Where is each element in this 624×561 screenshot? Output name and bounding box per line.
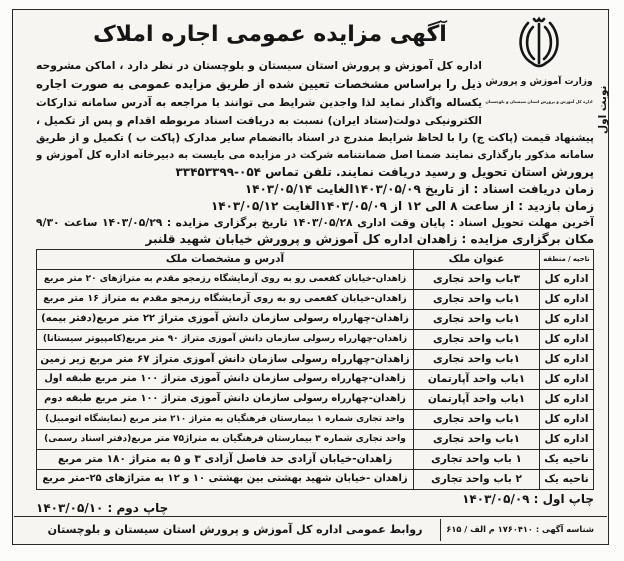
address-cell: زاهدان-خیابان کفعمی رو به روی آزمایشگاه رزمجو مقدم به متراژهای ۲۰ متر مربع <box>43 274 407 284</box>
address-cell: زاهدان-چهارراه رسولی سازمان دانش آموزی متراژ ۲۲ متر مربع(دفتر بیمه) <box>41 313 409 324</box>
table-row <box>37 429 593 449</box>
property-title-cell: ۱باب واحد تجاری <box>413 430 539 449</box>
properties-table <box>36 249 594 490</box>
region-cell: ناحیه یک <box>539 450 593 469</box>
ministry-name: وزارت آموزش و پرورش <box>485 77 593 87</box>
iran-emblem-icon <box>517 13 561 71</box>
address-cell: زاهدان -خیابان شهید بهشتی بین بهشتی ۱۰ و ۱۲ به متراژهای ۲۵-متر مربع <box>42 473 408 484</box>
region-cell: اداره کل <box>539 410 593 429</box>
header-property-title: عنوان ملک <box>413 250 539 269</box>
region-cell: اداره کل <box>539 330 593 349</box>
table-body <box>37 269 593 489</box>
address-cell: زاهدان-چهارراه رسولی سازمان دانش آموزی متراژ ۹۰ متر مربع(کامپیوتر سیستانا) <box>42 334 408 344</box>
header-address: آدرس و مشخصات ملک <box>165 253 285 265</box>
visit-time: زمان بازدید : از ساعت ۸ الی ۱۲ از ۱۴۰۳/۰۵/۰۹الغایت ۱۴۰۳/۰۵/۱۲ <box>210 199 594 213</box>
header-region: ناحیه / منطقه <box>539 250 593 269</box>
property-title-cell: ۱ باب واحد تجاری <box>413 450 539 469</box>
region-cell: اداره کل <box>539 370 593 389</box>
table-row <box>37 309 593 329</box>
table-row <box>37 469 593 489</box>
address-cell: واحد تجاری شماره ۱ بیمارستان فرهنگیان به متراژ ۲۱۰ متر مربع (نمایشگاه اتومبیل) <box>45 414 405 424</box>
property-title-cell: ۱باب واحد آپارتمان <box>413 390 539 409</box>
region-cell: اداره کل <box>539 430 593 449</box>
body-line: یکساله واگذار نماید لذا واجدین شرایط می توانند با مراجعه به آدرس سامانه تدارکات <box>36 96 482 109</box>
property-title-cell: ۱باب واحد تجاری <box>413 350 539 369</box>
emblem-inner-crescent-left <box>527 27 534 59</box>
footer-vertical-divider <box>440 519 441 541</box>
address-cell: زاهدان-خیابان آزادی حد فاصل آزادی ۳ و ۵ به متراژ ۱۸۰ متر مربع <box>57 453 393 465</box>
table-row <box>37 449 593 469</box>
region-cell: اداره کل <box>539 350 593 369</box>
table-row <box>37 409 593 429</box>
table-row <box>37 369 593 389</box>
emblem-inner-crescent-right <box>544 27 551 59</box>
property-title-cell: ۱باب واحد تجاری <box>413 310 539 329</box>
property-title-cell: ۱باب واحد تجاری <box>413 290 539 309</box>
address-cell: زاهدان-چهارراه رسولی سازمان دانش آموزی متراژ ۱۰۰ متر مربع طبقه دوم <box>44 393 406 404</box>
table-row <box>37 289 593 309</box>
emblem-strokes <box>521 19 558 66</box>
organization-name: اداره کل آموزش و پرورش استان سیستان و بلوچستان <box>485 99 593 104</box>
body-line: سامانه مذکور بارگذاری نمایند ضمنا اصل ضمانتنامه شرکت در مزایده می بایست به دبیرخانه اداره کل آموزش و <box>36 149 594 161</box>
region-cell: اداره کل <box>539 270 593 289</box>
body-line: ذیل را براساس مشخصات تعیین شده از طریق مزایده عمومی به صورت اجاره <box>36 77 482 91</box>
body-line: اداره کل آموزش و پرورش استان سیستان و بلوچستان در نظر دارد ، اماکن مشروحه <box>36 59 482 72</box>
documents-receipt-time: زمان دریافت اسناد : از تاریخ ۱۴۰۳/۰۵/۰۹الغایت ۱۴۰۳/۰۵/۱۴ <box>244 182 594 196</box>
table-header-row <box>37 250 593 269</box>
publisher: روابط عمومی اداره کل آموزش و پرورش استان سیستان و بلوچستان <box>47 523 423 536</box>
table-row <box>37 389 593 409</box>
property-title-cell: ۱باب واحد تجاری <box>413 410 539 429</box>
property-title-cell: ۲ باب واحد تجاری <box>413 470 539 489</box>
body-line: الکترونیکی دولت(ستاد ایران) نسبت به دریافت اسناد مربوطه اقدام و پس از تکمیل ، <box>36 114 482 127</box>
footer-divider <box>14 516 607 517</box>
body-line-contact: پرورش استان تحویل و رسید دریافت نمایند. تلفن تماس ۰۵۴-۳۳۴۵۳۳۹۹ <box>175 165 594 179</box>
property-title-cell: ۱باب واحد آپارتمان <box>413 370 539 389</box>
ad-id: شناسه آگهی : ۱۷۶۰۴۱۰ م الف / ۶۱۵ <box>446 524 594 534</box>
body-line: پیشنهاد قیمت (پاکت ج) را با لحاظ شرایط مندرج در اسناد باانضمام سایر مدارک (پاکت ب ) تکمیل و از طریق <box>36 132 594 144</box>
region-cell: اداره کل <box>539 390 593 409</box>
ad-title: آگهی مزایده عمومی اجاره املاک <box>93 22 447 47</box>
address-cell: زاهدان-خیابان کفعمی رو به روی آزمایشگاه رزمجو مقدم به متراژ ۱۶ متر مربع <box>43 293 407 304</box>
property-title-cell: ۱باب واحد تجاری <box>413 330 539 349</box>
address-cell: زاهدان-چهارراه رسولی سازمان دانش آموزی متراژ ۱۰۰ متر مربع طبقه اول <box>44 373 406 384</box>
address-cell: واحد تجاری شماره ۳ بیمارستان فرهنگیان به متراژ۷۵ متر مربع(دفتر اسناد رسمی) <box>44 434 406 444</box>
table-row <box>37 349 593 369</box>
property-title-cell: ۳باب واحد تجاری <box>413 270 539 289</box>
region-cell: اداره کل <box>539 310 593 329</box>
auction-venue: مکان برگزاری مزایده : زاهدان اداره کل آموزش و پرورش خیابان شهید قلنبر <box>145 232 594 246</box>
emblem-shadda <box>534 19 544 21</box>
address-cell: زاهدان-چهارراه رسولی سازمان دانش آموزی متراژ ۶۷ متر مربع زیر زمین <box>40 353 410 365</box>
ministry-logo <box>484 13 594 113</box>
second-print-date: چاپ دوم : ۱۴۰۳/۰۵/۱۰ <box>36 501 169 515</box>
first-print-date: چاپ اول : ۱۴۰۳/۰۵/۰۹ <box>462 492 594 506</box>
region-cell: ناحیه یک <box>539 470 593 489</box>
region-cell: اداره کل <box>539 290 593 309</box>
table-row <box>37 269 593 289</box>
table-row <box>37 329 593 349</box>
deadline-and-auction-date: آخرین مهلت تحویل اسناد : پایان وقت اداری ۱۴۰۳/۰۵/۲۸ تاریخ برگزاری مزایده : ۱۴۰۳/۰۵/۲۹ ساعت ۹/۳۰ <box>36 216 594 229</box>
edition-badge: نوبت اول <box>597 85 609 135</box>
